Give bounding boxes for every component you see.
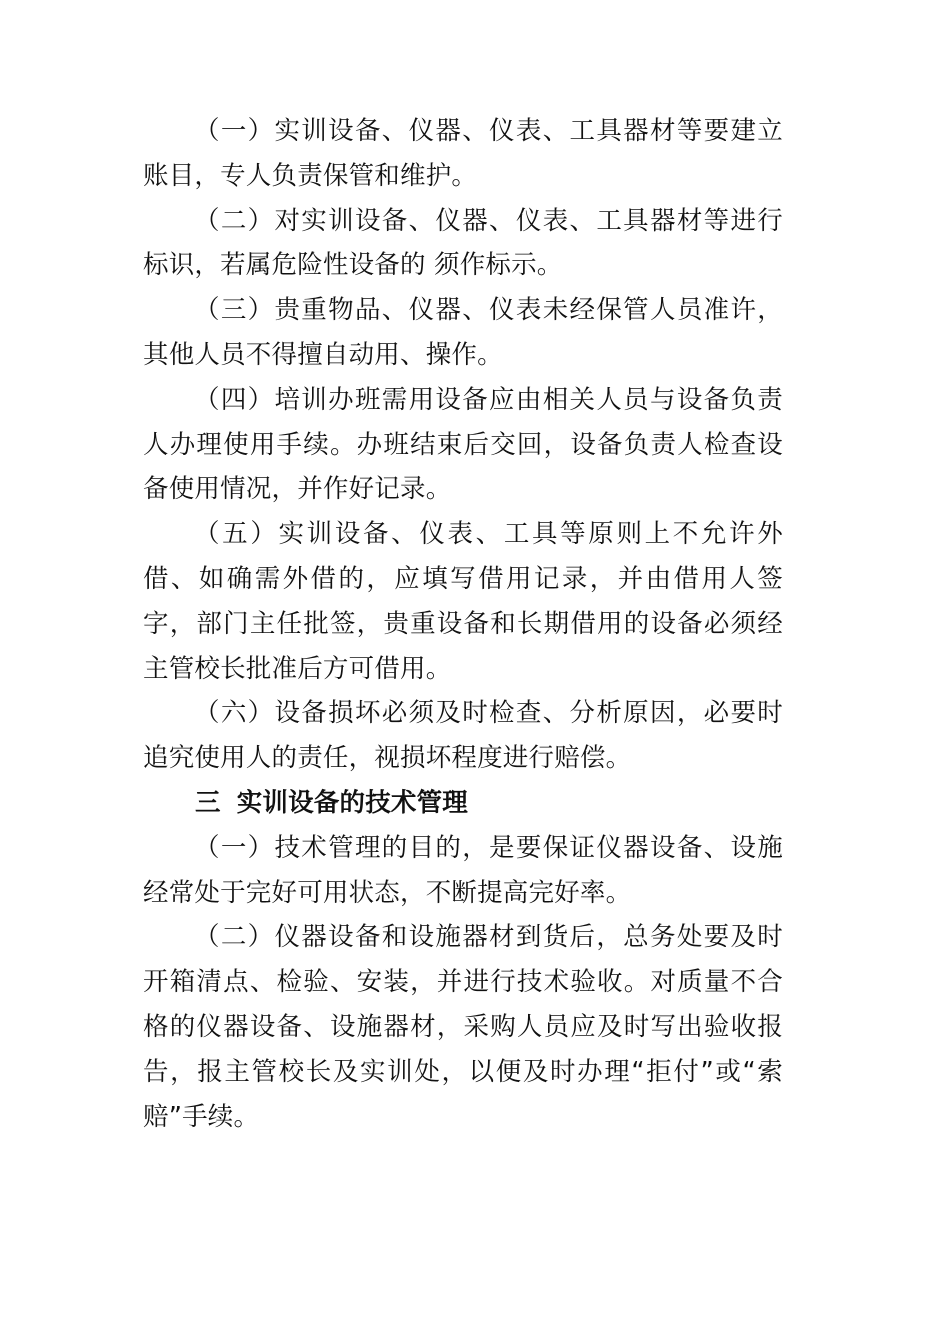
paragraph-3: （三）贵重物品、仪器、仪表未经保管人员准许，其他人员不得擅自动用、操作。 <box>143 295 783 370</box>
section-heading-title: 实训设备的技术管理 <box>236 787 469 818</box>
paragraph-1: （一）实训设备、仪器、仪表、工具器材等要建立账目，专人负责保管和维护。 <box>143 116 783 191</box>
paragraph-8: （二）仪器设备和设施器材到货后，总务处要及时开箱清点、检验、安装，并进行技术验收。对质量不合格的仪器设备、设施器材，采购人员应及时写出验收报告，报主管校长及实训处，以便及时办理“拒付”或“索赔”手续。 <box>143 922 783 1132</box>
document-body <box>143 109 783 1139</box>
paragraph-4: （四）培训办班需用设备应由相关人员与设备负责人办理使用手续。办班结束后交回，设备负责人检查设备使用情况，并作好记录。 <box>143 384 783 505</box>
paragraph-2: （二）对实训设备、仪器、仪表、工具器材等进行标识，若属危险性设备的 须作标示。 <box>143 205 783 281</box>
paragraph-7: （一）技术管理的目的，是要保证仪器设备、设施经常处于完好可用状态，不断提高完好率。 <box>143 832 783 908</box>
section-heading <box>143 781 783 826</box>
section-heading-number: 三 <box>195 787 221 818</box>
paragraph-5: （五）实训设备、仪表、工具等原则上不允许外借、如确需外借的，应填写借用记录，并由借用人签字，部门主任批签，贵重设备和长期借用的设备必须经主管校长批准后方可借用。 <box>143 519 783 684</box>
paragraph-6: （六）设备损坏必须及时检查、分析原因，必要时追究使用人的责任，视损坏程度进行赔偿。 <box>143 698 783 774</box>
